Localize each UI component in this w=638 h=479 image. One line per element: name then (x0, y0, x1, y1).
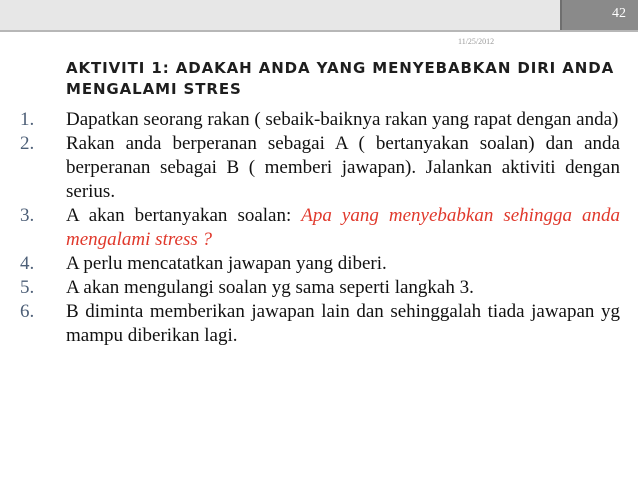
item-text: B diminta memberikan jawapan lain dan sehinggalah tiada jawapan yg mampu diberikan lagi. (66, 301, 620, 346)
item-number: 5. (20, 277, 35, 298)
item-text: A akan mengulangi soalan yg sama seperti langkah 3. (66, 277, 474, 298)
item-number: 3. (20, 205, 35, 226)
item-text: A akan bertanyakan soalan: (66, 205, 302, 226)
top-band-accent (560, 0, 562, 30)
list-item (20, 204, 620, 252)
item-number: 4. (20, 253, 35, 274)
list-item (20, 108, 620, 132)
item-number: 1. (20, 109, 35, 130)
item-text: Rakan anda berperanan sebagai A ( bertanyakan soalan) dan anda berperanan sebagai B ( memberi jawapan). Jalankan aktiviti dengan serius. (66, 133, 620, 202)
top-band (0, 0, 638, 30)
slide-date: 11/25/2012 (458, 37, 495, 46)
item-number: 6. (20, 301, 35, 322)
instruction-list (20, 108, 620, 348)
item-text: A perlu mencatatkan jawapan yang diberi. (66, 253, 387, 274)
list-item (20, 300, 620, 348)
item-highlight-text: Apa yang menyebabkan sehingga anda mengalami stress ? (66, 205, 620, 250)
slide-title: AKTIVITI 1: ADAKAH ANDA YANG MENYEBABKAN DIRI ANDA MENGALAMI STRES (66, 59, 615, 98)
list-item (20, 276, 620, 300)
item-text: Dapatkan seorang rakan ( sebaik-baiknya rakan yang rapat dengan anda) (66, 109, 619, 130)
top-band-divider (0, 30, 638, 32)
list-item (20, 132, 620, 204)
page-number: 42 (612, 6, 626, 21)
top-band-light (0, 0, 560, 30)
top-band-dark (560, 0, 638, 30)
list-item (20, 252, 620, 276)
item-number: 2. (20, 133, 35, 154)
